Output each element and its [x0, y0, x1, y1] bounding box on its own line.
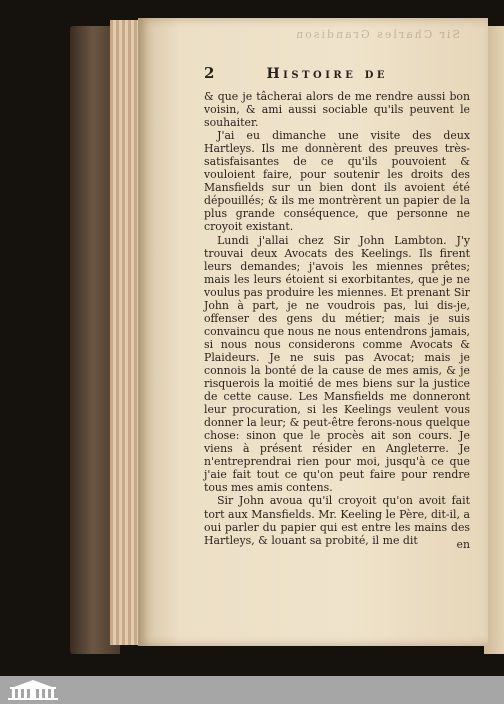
catchword: en: [456, 538, 470, 551]
body-text: [204, 90, 470, 547]
bleed-through-text: Sir Charles Grandison: [294, 28, 460, 41]
building-facade-icon: [4, 678, 62, 702]
page-number: 2: [204, 64, 215, 82]
paragraph: Sir John avoua qu'il croyoit qu'on avoit fait tort aux Mansfields. Mr. Keeling le Père, dit-il, a oui parler du papier qui est entre les mains des Hartleys, & louant sa probité, il me dit: [204, 494, 470, 547]
page-header: [204, 64, 469, 82]
paragraph: & que je tâcherai alors de me rendre aussi bon voisin, & ami aussi sociable qu'ils peuvent le souhaiter.: [204, 90, 470, 130]
page-edges: [110, 20, 140, 645]
running-title: Histoire de: [266, 66, 388, 82]
viewer-footer: [0, 676, 504, 704]
paragraph: Lundi j'allai chez Sir John Lambton. J'y trouvai deux Avocats des Keelings. Ils firent leurs demandes; j'avois les miennes prêtes; mais les leurs étoient si exorbitantes, que je ne voulus pas produire les miennes. Et prenant Sir John à part, je ne voudrois pas, lui dis-je, offenser des gens du métier; mais je suis convaincu que nous ne nous entendrons jamais, si nous nous considerons comme Avocats & Plaideurs. Je ne suis pas Avocat; mais je connois la bonté de la cause de mes amis, & je risquerois la moitié de mes biens sur la justice de cette cause. Les Mansfields me donneront leur procuration, si les Keelings veulent vous donner la leur; & peut-être ferons-nous quelque chose: sinon que le procès ait son cours. Je viens à présent résider en Angleterre. Je n'entreprendrai rien pour moi, jusqu'à ce que j'aie fait tout ce qu'on peut faire pour rendre tous mes amis contens.: [204, 233, 470, 495]
paragraph: J'ai eu dimanche une visite des deux Hartleys. Ils me donnèrent des preuves très-satisfaisantes de ce qu'ils pouvoient & vouloient faire, pour soutenir les droits des Mansfields sur un bien dont ils avoient été dépouillés; & ils me montrèrent un papier de la plus grande conséquence, que personne ne croyoit existant.: [204, 129, 470, 234]
